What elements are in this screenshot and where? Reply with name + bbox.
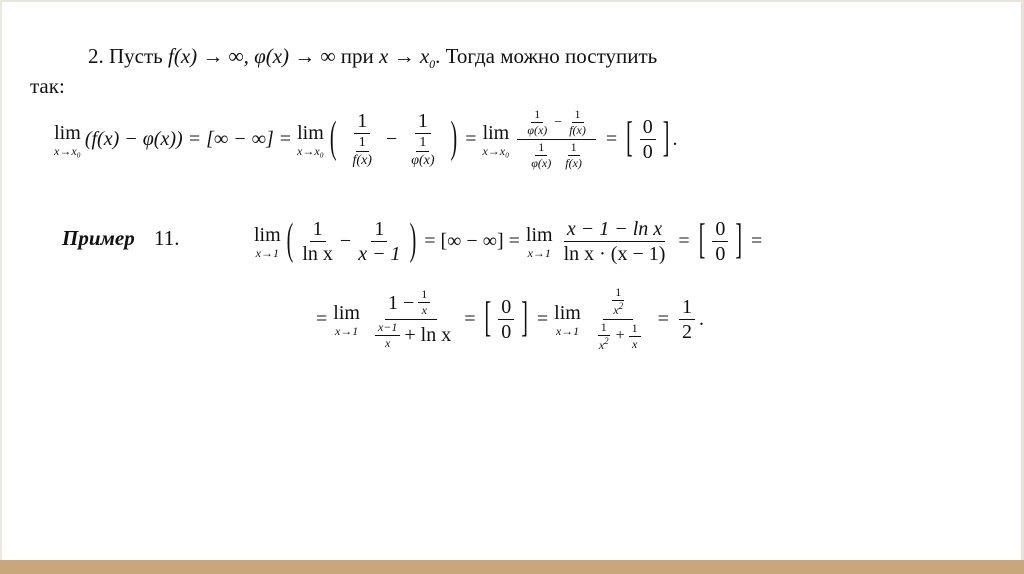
eq-1: = bbox=[279, 127, 292, 150]
frac-zero-zero: $\frac{0}{0}$ bbox=[640, 116, 656, 163]
example-word: Пример bbox=[62, 226, 135, 250]
frac-1-over-1f: $\frac{1}{\frac{1}{f(x)}}$ bbox=[352, 109, 372, 168]
then-text: . Тогда можно поступить bbox=[435, 44, 658, 68]
example-number: 11. bbox=[153, 226, 180, 250]
example-line-1 bbox=[254, 208, 768, 274]
item2-cont: так: bbox=[30, 74, 65, 98]
example-heading bbox=[62, 226, 179, 251]
lim-x0-c: lim x→x₀ bbox=[482, 121, 510, 158]
paren-close-2: ) bbox=[409, 215, 417, 265]
bracket-open-2: [ bbox=[698, 216, 706, 264]
frac-lhopital-2: $\frac{1}{x^2}$ $\frac{1}{x^2}$ + $\frac{1}{x}$ bbox=[589, 286, 648, 352]
dot-2: . bbox=[698, 307, 704, 330]
lim-x0-b: lim x→x₀ bbox=[297, 121, 324, 158]
example-line-2 bbox=[310, 284, 704, 354]
eq-7: = bbox=[464, 307, 476, 330]
lim-x0-a: lim x→x₀ bbox=[54, 121, 81, 158]
frac-compound: $\frac{1}{\varphi(x)}$ − $\frac{1}{f(x)}$ $\frac{1}{\varphi(x)}$ $\frac{1}{f(x)}$ bbox=[517, 108, 596, 170]
item2-intro: 2. Пусть bbox=[88, 44, 163, 68]
lim-x1-b: lim x→1 bbox=[525, 223, 553, 260]
paren-open-2: ( bbox=[286, 215, 294, 265]
frac-zero-zero-2: $\frac{0}{0}$ bbox=[712, 218, 728, 265]
frac-one-half: $\frac{1}{2}$ bbox=[679, 296, 695, 343]
item2-line2 bbox=[30, 74, 65, 99]
frame-left bbox=[0, 0, 2, 562]
x-tends: x → x bbox=[379, 44, 430, 68]
eq-8: = bbox=[536, 307, 549, 330]
frac-1-over-1phi: $\frac{1}{\frac{1}{\varphi(x)}}$ bbox=[411, 109, 435, 168]
paren-close: ) bbox=[450, 113, 458, 163]
paren-open: ( bbox=[329, 113, 337, 163]
frac-lhopital-1: 1 − $\frac{1}{x}$ $\frac{x-1}{x}$ + ln x bbox=[368, 288, 454, 350]
x0-sub: 0 bbox=[429, 57, 436, 72]
lim-x1-d: lim x→1 bbox=[554, 301, 581, 338]
frac-zero-zero-3: $\frac{0}{0}$ bbox=[498, 296, 514, 343]
when-word: при bbox=[340, 44, 374, 68]
phi-tends: φ(x) → ∞ bbox=[254, 44, 336, 68]
eq-4: = bbox=[678, 229, 690, 252]
bracket-close-2: ] bbox=[735, 216, 743, 264]
eq-6: = bbox=[316, 307, 328, 330]
bracket-close: ] bbox=[662, 114, 670, 162]
eq-3: = bbox=[605, 127, 618, 150]
diff-bracket: (f(x) − φ(x)) = [∞ − ∞] bbox=[84, 127, 274, 150]
minus-1: − bbox=[385, 127, 398, 150]
item2-line1 bbox=[88, 44, 657, 72]
eq-5: = bbox=[751, 229, 763, 252]
dot-1: . bbox=[672, 127, 678, 150]
inf-minus-inf: = [∞ − ∞] = bbox=[424, 229, 520, 252]
minus-2: − bbox=[339, 229, 352, 252]
bracket-open-3: [ bbox=[484, 294, 492, 342]
lim-x1-a: lim x→1 bbox=[254, 223, 281, 260]
eq-2: = bbox=[465, 127, 477, 150]
frac-1-lnx: $\frac{1}{\text{ln x}}$ bbox=[302, 217, 333, 265]
bracket-close-3: ] bbox=[521, 294, 528, 342]
frame-top bbox=[0, 0, 1024, 2]
f-tends: f(x) → ∞, bbox=[168, 44, 249, 68]
bracket-open: [ bbox=[626, 114, 633, 162]
bottom-accent-bar bbox=[0, 560, 1024, 574]
frac-1-xm1: $\frac{1}{x - 1}$ bbox=[358, 217, 401, 265]
eq-9: = bbox=[657, 307, 669, 330]
formula-1 bbox=[54, 104, 677, 174]
frac-combined: $\frac{\text{x − 1 − ln x}}{\text{ln x · (x − 1)}}$ bbox=[563, 217, 666, 265]
lim-x1-c: lim x→1 bbox=[333, 301, 360, 338]
